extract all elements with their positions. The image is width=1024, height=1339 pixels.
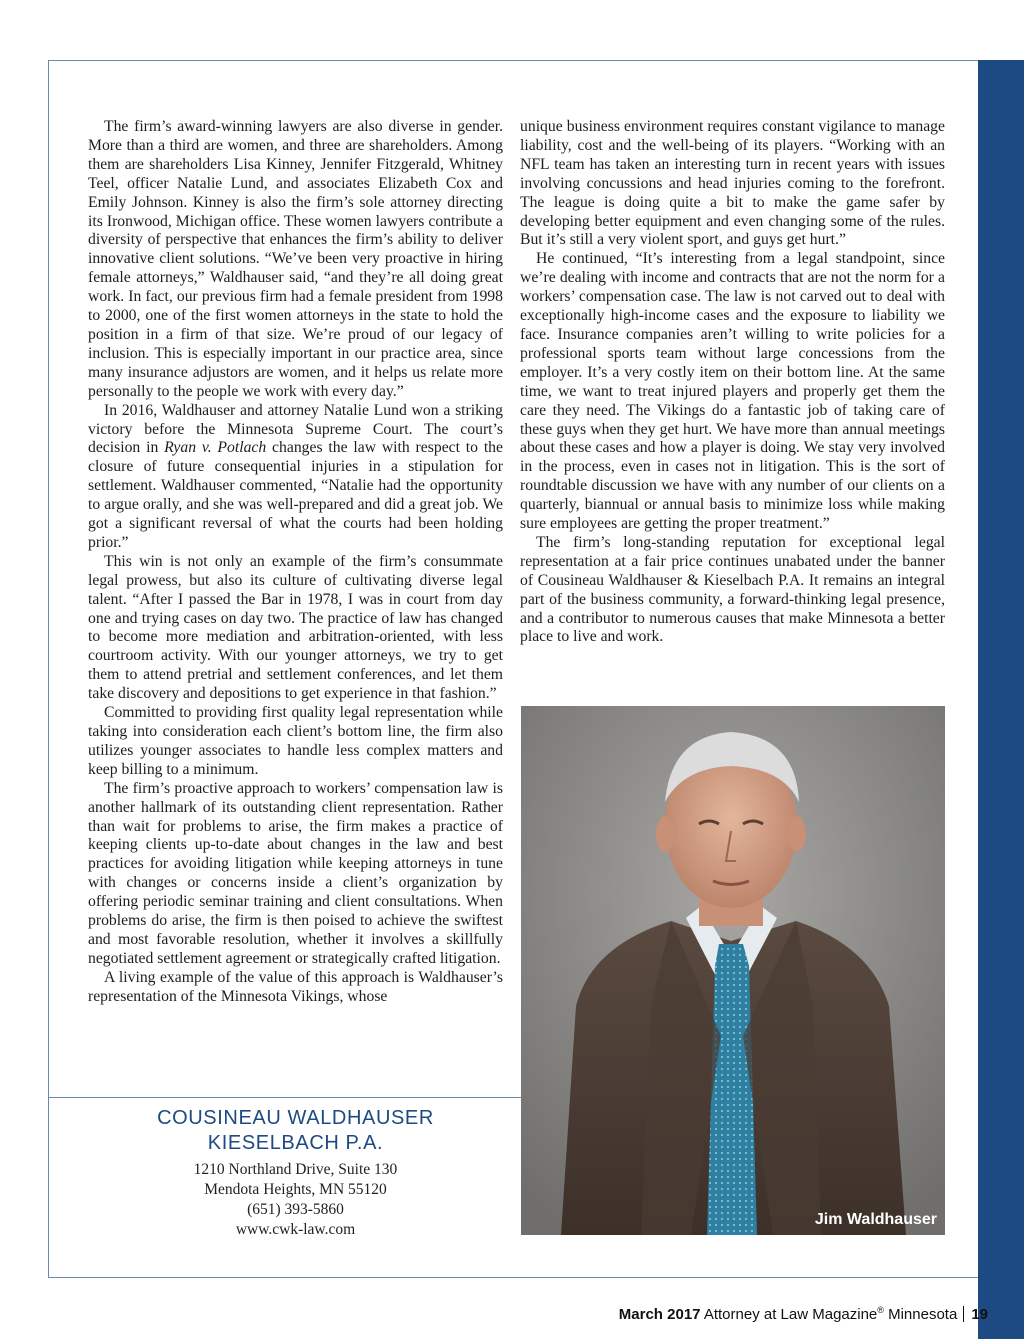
firm-contact-box (88, 1106, 503, 1240)
footer-issue: March 2017 (618, 1306, 701, 1323)
left-column (88, 118, 503, 1007)
firm-name-line1: COUSINEAU WALDHAUSER (157, 1107, 434, 1129)
portrait-illustration (521, 706, 945, 1235)
firm-name (88, 1106, 503, 1156)
footer-magazine: Attorney at Law Magazine (703, 1306, 878, 1323)
paragraph-diverse-talent: This win is not only an example of the firm’s consummate legal prowess, but also its culture of cultivating diverse legal talent. “After I passed the Bar in 1978, I was in court from day one and trying cases on day two. The practice of law has changed to become more mediation and arbitration-oriented, with less courtroom activity. With our younger attorneys, we try to get them to attend pretrial and settlement conferences, and let them take discovery and depositions to get experience in that fashion.” (88, 552, 503, 703)
page-footer (619, 1305, 988, 1323)
paragraph-proactive-approach: The firm’s proactive approach to workers’ compensation law is another hallmark of its outstanding client representation. Rather than wait for problems to arise, the firm makes a practice of keeping clients up-to-date about changes in the law and best practices for avoiding litigation while keeping attorneys in tune with changes or concerns inside a client’s organization by offering periodic seminar training and client consultations. When problems do arise, the firm is then poised to achieve the swiftest and most favorable resolution, whether it involves a skillfully negotiated settlement agreement or strategically crafted litigation. (88, 779, 503, 967)
paragraph-ryan-v-potlach: In 2016, Waldhauser and attorney Natalie Lund won a striking victory before the Minnesota Supreme Court. The court’s decision in Ryan v. Potlach changes the law with respect to the closure of future consequential injuries in a stipulation for settlement. Waldhauser commented, “Natalie had the opportunity to argue orally, and she was well-prepared and did a great job. We got a significant reversal of what the courts had been holding prior.” (88, 401, 503, 551)
paragraph-unique-business: unique business environment requires constant vigilance to manage liability, cost and the well-being of its players. “Working with an NFL team has taken an interesting turn in recent years with issues involving concussions and head injuries coming to the forefront. The league is doing quite a bit to make the game safer by developing better equipment and even changing some of the rules. But it’s still a very violent sport, and guys get hurt.” (520, 118, 945, 249)
firm-website[interactable]: www.cwk-law.com (235, 1221, 356, 1238)
firm-name-line2: KIESELBACH P.A. (207, 1132, 384, 1154)
photo-caption: Jim Waldhauser (814, 1211, 937, 1228)
portrait-photo (521, 706, 945, 1235)
paragraph-living-example: A living example of the value of this approach is Waldhauser’s representation of the Minnesota Vikings, whose (88, 968, 503, 1005)
paragraph-first-quality: Committed to providing first quality legal representation while taking into consideration each client’s bottom line, the firm also utilizes younger associates to handle less complex matters and keep billing to a minimum. (88, 704, 503, 778)
firm-address-line2: Mendota Heights, MN 55120 (204, 1181, 387, 1198)
divider-line (48, 1097, 522, 1098)
paragraph-reputation: The firm’s long-standing reputation for exceptional legal representation at a fair price continues unabated under the banner of Cousineau Waldhauser & Kieselbach P.A. It remains an integral part of the business community, a forward-thinking legal presence, and a contributor to numerous causes that make Minnesota a better place to live and work. (520, 533, 945, 646)
trademark-symbol: ® (877, 1305, 884, 1315)
paragraph-he-continued: He continued, “It’s interesting from a legal standpoint, since we’re dealing with income and contracts that are not the norm for a workers’ compensation case. The law is not carved out to deal with exceptionally high-income cases and the exposure to liability we face. Insurance companies aren’t willing to write policies for a professional sports team without large concessions from the employer. It’s a very costly item on their bottom line. At the same time, we want to treat injured players and properly get them the care they need. The Vikings do a fantastic job of taking care of these guys when they get hurt. We have more than annual meetings about these cases and how a player is doing. We stay very involved in the process, even in cases not in litigation. This is the sort of roundtable discussion we have with any number of our clients on a quarterly, biannual or annual basis to minimize loss while making sure employees are getting the proper treatment.” (520, 250, 945, 533)
side-accent-bar (978, 60, 1024, 1339)
paragraph-diversity: The firm’s award-winning lawyers are also diverse in gender. More than a third are women, and three are shareholders. Among them are shareholders Lisa Kinney, Jennifer Fitzgerald, Whitney Teel, officer Natalie Lund, and associates Elizabeth Cox and Emily Johnson. Kinney is also the firm’s sole attorney directing its Ironwood, Michigan office. These women lawyers contribute a diversity of perspective that enhances the firm’s ability to deliver innovative client solutions. “We’ve been very proactive in hiring female attorneys,” Waldhauser said, “and they’re all doing great work. In fact, our previous firm had a female president from 1998 to 2000, one of the first women attorneys in the state to hold the position in a firm of that size. We’re proud of our legacy of inclusion. This is especially important in our practice area, since many insurance adjustors are women, and it helps us relate more personally to the people we work with every day.” (88, 118, 503, 400)
firm-phone: (651) 393-5860 (247, 1201, 344, 1218)
footer-region: Minnesota (888, 1306, 958, 1323)
case-name: Ryan v. Potlach (164, 439, 267, 457)
right-column (520, 118, 945, 647)
page-number: 19 (971, 1306, 988, 1323)
firm-address-line1: 1210 Northland Drive, Suite 130 (193, 1161, 398, 1178)
footer-separator (963, 1306, 964, 1322)
